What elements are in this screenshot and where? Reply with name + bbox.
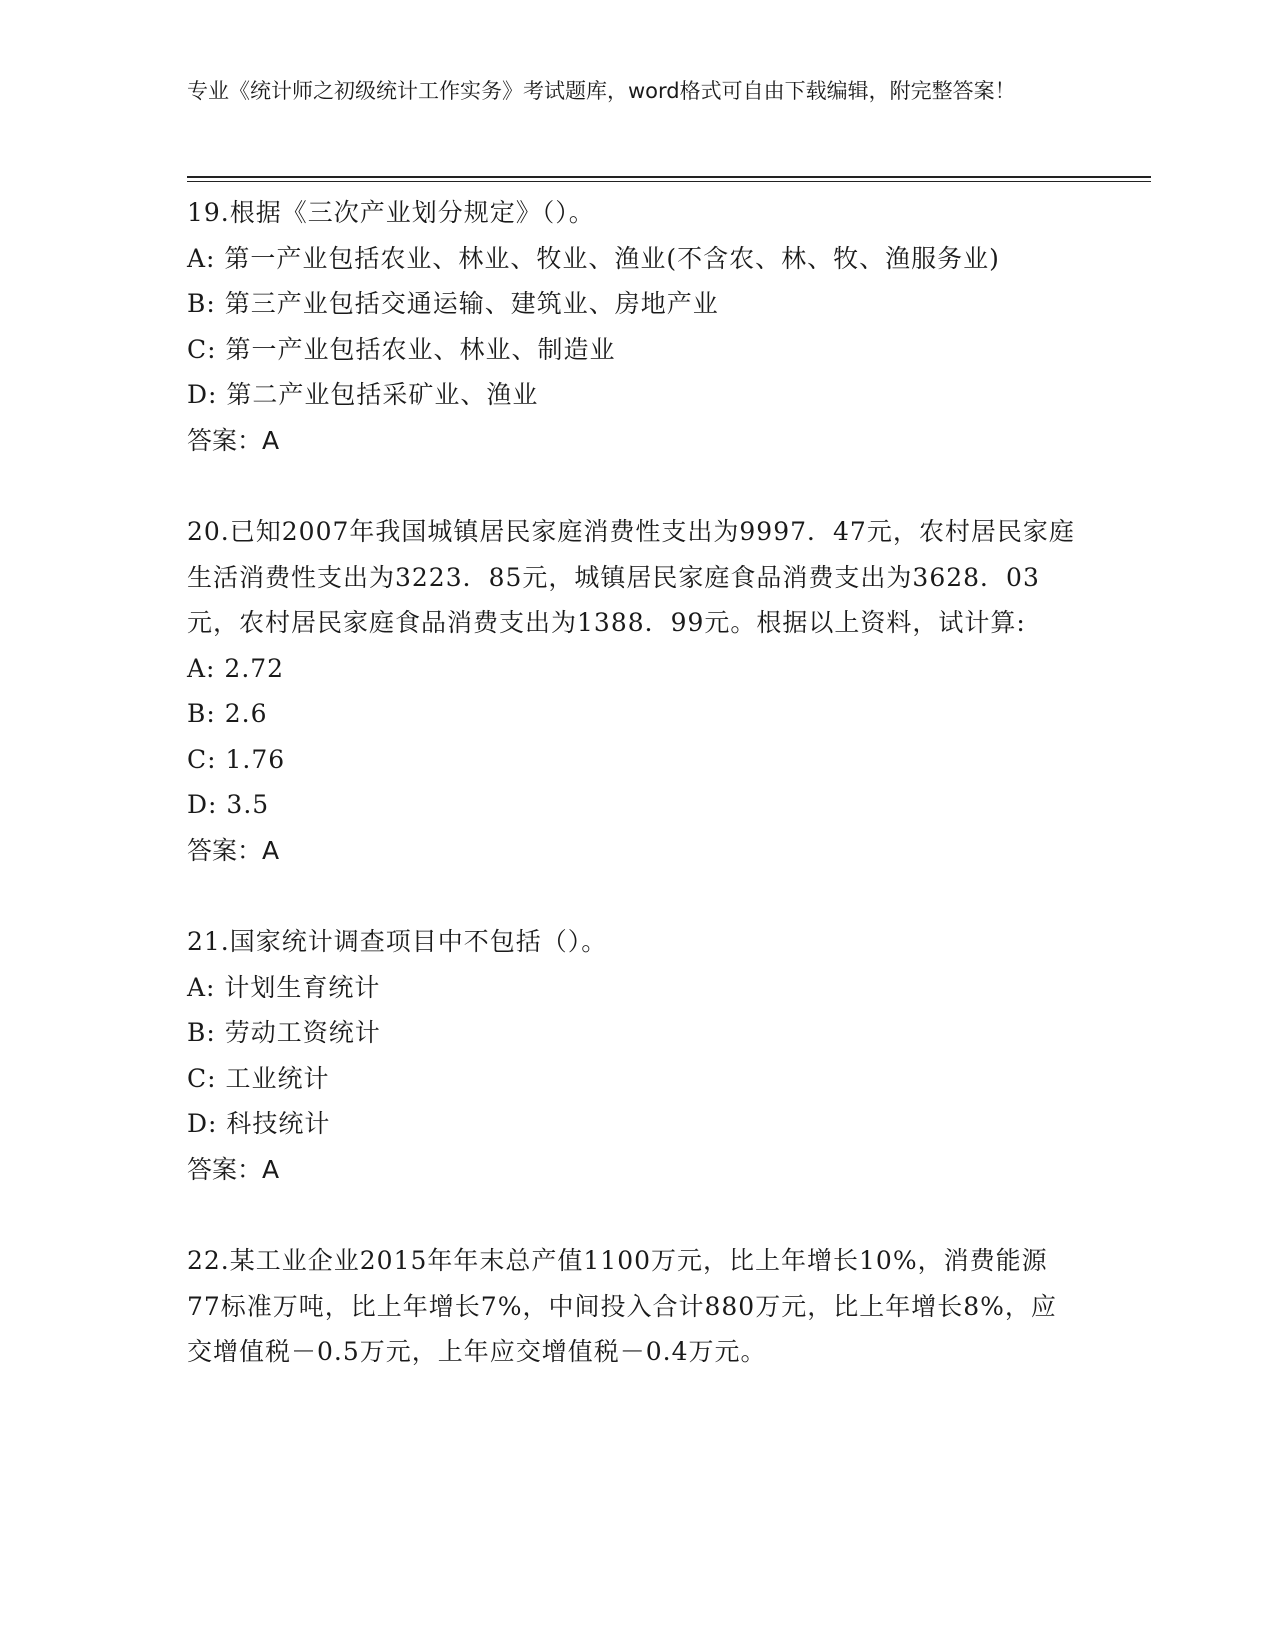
question-stem: 21.国家统计调查项目中不包括（）。: [187, 927, 608, 956]
question-19: [187, 190, 1087, 463]
question-list: [187, 190, 1087, 1421]
option-b: B: 劳动工资统计: [187, 1018, 381, 1047]
option-c: C: 1.76: [187, 744, 286, 774]
option-a: A: 计划生育统计: [187, 972, 381, 1002]
header-divider: [187, 176, 1151, 182]
option-c: C: 工业统计: [187, 1063, 330, 1093]
answer-line: 答案：A: [187, 425, 280, 455]
question-20: [187, 509, 1087, 873]
answer-line: 答案：A: [187, 835, 280, 865]
answer-line: 答案：A: [187, 1154, 280, 1184]
question-22: [187, 1238, 1087, 1375]
question-21: [187, 919, 1087, 1192]
option-a: A: 2.72: [187, 653, 285, 683]
option-b: B: 第三产业包括交通运输、建筑业、房地产业: [187, 289, 719, 318]
question-stem: 20.已知2007年我国城镇居民家庭消费性支出为9997．47元，农村居民家庭生活消费性支出为3223．85元，城镇居民家庭食品消费支出为3628．03元，农村居民家庭食品消费支出为1388．99元。根据以上资料，试计算:: [187, 517, 1075, 637]
option-c: C: 第一产业包括农业、林业、制造业: [187, 334, 616, 364]
option-a: A: 第一产业包括农业、林业、牧业、渔业(不含农、林、牧、渔服务业): [187, 243, 1000, 273]
page-header: 专业《统计师之初级统计工作实务》考试题库，word格式可自由下载编辑，附完整答案！: [187, 79, 1016, 103]
option-d: D: 科技统计: [187, 1109, 331, 1138]
option-d: D: 3.5: [187, 790, 270, 819]
question-stem: 19.根据《三次产业划分规定》（）。: [187, 198, 595, 227]
option-b: B: 2.6: [187, 699, 268, 728]
option-d: D: 第二产业包括采矿业、渔业: [187, 380, 539, 409]
question-stem: 22.某工业企业2015年年末总产值1100万元，比上年增长10%，消费能源77标准万吨，比上年增长7%，中间投入合计880万元，比上年增长8%，应交增值税－0.5万元，上年应交增值税－0.4万元。: [187, 1246, 1057, 1366]
